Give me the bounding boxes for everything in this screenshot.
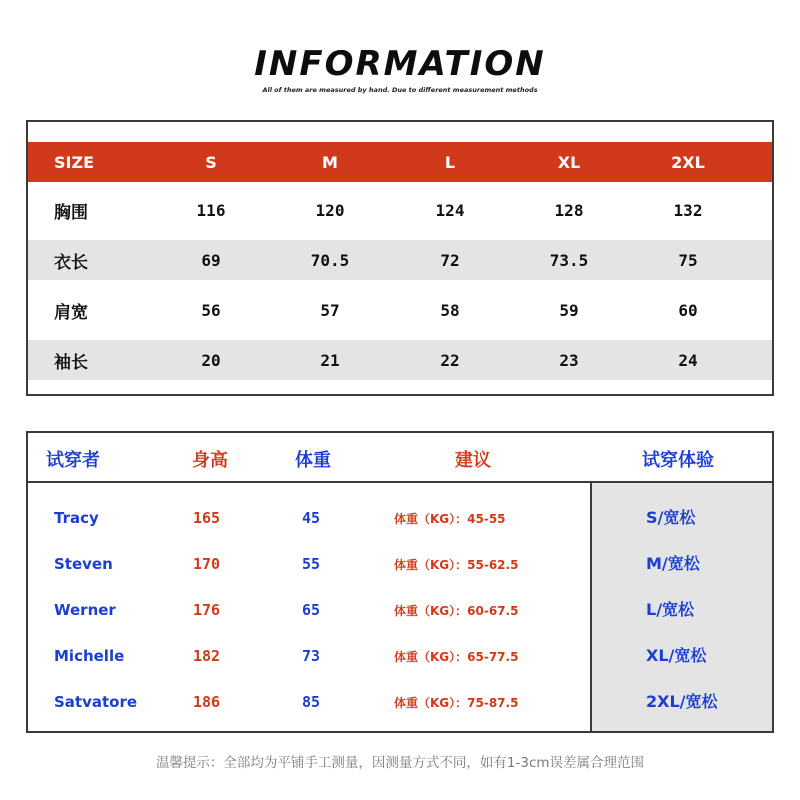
table-cell: 120 xyxy=(315,200,345,220)
size-chart-row-length xyxy=(28,240,772,280)
row-label: 胸围 xyxy=(54,202,88,223)
fit-result: L/宽松 xyxy=(646,600,695,619)
size-column-header: SIZE xyxy=(54,152,95,172)
tester-name: Michelle xyxy=(54,647,125,665)
size-chart-row-chest xyxy=(28,190,772,230)
fit-result: M/宽松 xyxy=(646,554,700,573)
fit-result: 2XL/宽松 xyxy=(646,692,718,711)
table-cell: 73.5 xyxy=(549,250,589,270)
tester-name: Werner xyxy=(54,601,116,619)
header-fit-experience: 试穿体验 xyxy=(642,450,714,471)
size-chart-table xyxy=(26,120,774,396)
row-label: 肩宽 xyxy=(54,302,88,323)
tester-weight: 73 xyxy=(302,647,321,665)
size-header-xl: XL xyxy=(557,152,581,172)
header-tester: 试穿者 xyxy=(46,450,100,471)
tester-height: 176 xyxy=(193,601,221,619)
header-weight: 体重 xyxy=(295,450,331,471)
size-header-s: S xyxy=(205,152,217,172)
size-chart-header-row xyxy=(28,142,772,182)
table-cell: 124 xyxy=(435,200,465,220)
weight-suggestion: 体重（KG）：45-55 xyxy=(394,512,506,526)
table-cell: 116 xyxy=(196,200,226,220)
weight-suggestion: 体重（KG）：60-67.5 xyxy=(394,604,519,618)
table-cell: 59 xyxy=(559,300,579,320)
table-cell: 22 xyxy=(440,350,460,370)
page-title: INFORMATION xyxy=(254,44,546,84)
size-chart-row-shoulder xyxy=(28,290,772,330)
tester-weight: 55 xyxy=(302,555,321,573)
table-row xyxy=(28,509,772,539)
header-height: 身高 xyxy=(192,450,228,471)
page-subtitle: All of them are measured by hand. Due to different measurement methods xyxy=(262,86,538,94)
table-row xyxy=(28,647,772,677)
table-cell: 70.5 xyxy=(310,250,350,270)
size-chart-row-sleeve xyxy=(28,340,772,380)
tester-weight: 45 xyxy=(302,509,321,527)
tester-height: 165 xyxy=(193,509,221,527)
fit-result: XL/宽松 xyxy=(646,646,707,665)
table-cell: 72 xyxy=(440,250,460,270)
table-cell: 58 xyxy=(440,300,460,320)
table-row xyxy=(28,555,772,585)
size-header-m: M xyxy=(322,152,338,172)
table-row xyxy=(28,693,772,723)
table-cell: 128 xyxy=(554,200,584,220)
tester-name: Steven xyxy=(54,555,113,573)
table-cell: 75 xyxy=(678,250,698,270)
row-label: 袖长 xyxy=(54,352,88,373)
table-cell: 23 xyxy=(559,350,579,370)
tester-height: 170 xyxy=(193,555,221,573)
table-cell: 69 xyxy=(201,250,221,270)
table-cell: 60 xyxy=(678,300,698,320)
tester-name: Tracy xyxy=(54,509,99,527)
weight-suggestion: 体重（KG）：65-77.5 xyxy=(394,650,519,664)
weight-suggestion: 体重（KG）：75-87.5 xyxy=(394,696,519,710)
tester-weight: 65 xyxy=(302,601,321,619)
tester-name: Satvatore xyxy=(54,693,138,711)
fit-result: S/宽松 xyxy=(646,508,696,527)
size-header-2xl: 2XL xyxy=(671,152,705,172)
size-header-l: L xyxy=(444,152,456,172)
table-cell: 21 xyxy=(320,350,340,370)
header-suggestion: 建议 xyxy=(455,450,491,471)
weight-suggestion: 体重（KG）：55-62.5 xyxy=(394,558,519,572)
table-cell: 57 xyxy=(320,300,340,320)
table-cell: 132 xyxy=(673,200,703,220)
tester-height: 182 xyxy=(193,647,221,665)
tester-height: 186 xyxy=(193,693,221,711)
fit-test-table xyxy=(26,431,774,733)
row-label: 衣长 xyxy=(54,252,88,273)
tester-weight: 85 xyxy=(302,693,321,711)
table-row xyxy=(28,601,772,631)
table-cell: 24 xyxy=(678,350,698,370)
table-cell: 56 xyxy=(201,300,221,320)
table-cell: 20 xyxy=(201,350,221,370)
measurement-note: 温馨提示：全部均为平铺手工测量，因测量方式不同，如有1-3cm误差属合理范围 xyxy=(155,755,645,771)
